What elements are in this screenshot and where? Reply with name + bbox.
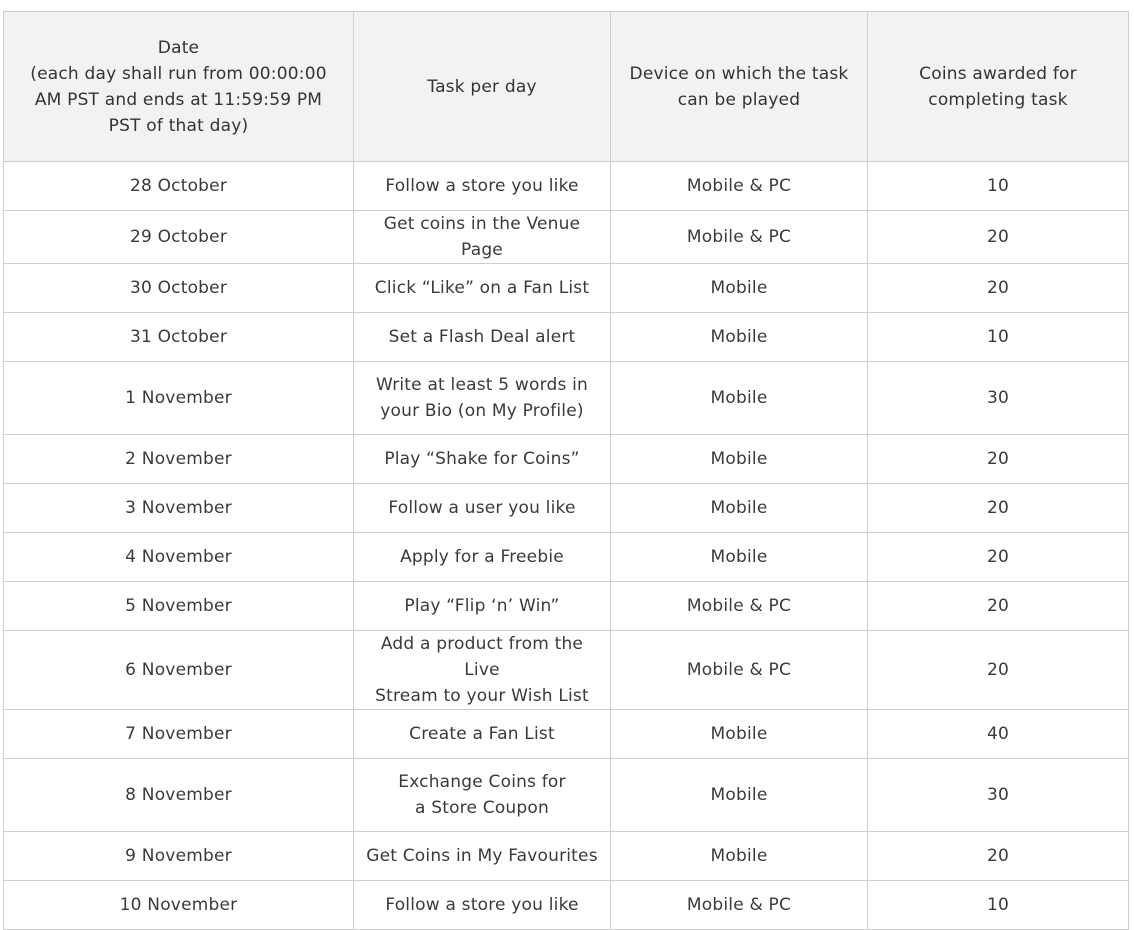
table-row (4, 710, 1129, 759)
task-cell: Set a Flash Deal alert (354, 313, 611, 362)
device-cell: Mobile (611, 362, 868, 435)
device-cell: Mobile (611, 533, 868, 582)
task-cell: Add a product from the Live Stream to your Wish List (354, 631, 611, 710)
date-cell: 6 November (4, 631, 354, 710)
table-row (4, 582, 1129, 631)
table-row (4, 533, 1129, 582)
coins-cell: 30 (868, 362, 1129, 435)
table-row (4, 435, 1129, 484)
task-cell: Write at least 5 words in your Bio (on My Profile) (354, 362, 611, 435)
table-row (4, 264, 1129, 313)
table-row (4, 631, 1129, 710)
table-row (4, 313, 1129, 362)
header-date: Date (each day shall run from 00:00:00 AM PST and ends at 11:59:59 PM PST of that day) (4, 12, 354, 162)
header-row (4, 12, 1129, 162)
device-cell: Mobile & PC (611, 582, 868, 631)
task-cell: Get coins in the Venue Page (354, 211, 611, 264)
coins-cell: 10 (868, 881, 1129, 930)
date-cell: 29 October (4, 211, 354, 264)
device-cell: Mobile & PC (611, 631, 868, 710)
table-row (4, 759, 1129, 832)
task-cell: Follow a user you like (354, 484, 611, 533)
task-cell: Play “Shake for Coins” (354, 435, 611, 484)
coins-cell: 20 (868, 533, 1129, 582)
device-cell: Mobile (611, 313, 868, 362)
device-cell: Mobile & PC (611, 881, 868, 930)
coins-cell: 10 (868, 162, 1129, 211)
task-cell: Get Coins in My Favourites (354, 832, 611, 881)
task-cell: Exchange Coins for a Store Coupon (354, 759, 611, 832)
task-cell: Play “Flip ‘n’ Win” (354, 582, 611, 631)
device-cell: Mobile (611, 759, 868, 832)
coins-cell: 20 (868, 211, 1129, 264)
task-cell: Create a Fan List (354, 710, 611, 759)
table-row (4, 832, 1129, 881)
table-row (4, 362, 1129, 435)
header-coins: Coins awarded for completing task (868, 12, 1129, 162)
header-device: Device on which the task can be played (611, 12, 868, 162)
table-row (4, 211, 1129, 264)
coins-cell: 20 (868, 832, 1129, 881)
date-cell: 31 October (4, 313, 354, 362)
date-cell: 3 November (4, 484, 354, 533)
coins-cell: 40 (868, 710, 1129, 759)
coins-cell: 10 (868, 313, 1129, 362)
coins-cell: 20 (868, 435, 1129, 484)
date-cell: 28 October (4, 162, 354, 211)
table-row (4, 484, 1129, 533)
table-row (4, 162, 1129, 211)
table-row (4, 881, 1129, 930)
date-cell: 30 October (4, 264, 354, 313)
date-cell: 8 November (4, 759, 354, 832)
coins-cell: 20 (868, 582, 1129, 631)
date-cell: 1 November (4, 362, 354, 435)
date-cell: 5 November (4, 582, 354, 631)
device-cell: Mobile (611, 435, 868, 484)
date-cell: 7 November (4, 710, 354, 759)
task-cell: Follow a store you like (354, 881, 611, 930)
device-cell: Mobile (611, 710, 868, 759)
coins-cell: 30 (868, 759, 1129, 832)
coins-cell: 20 (868, 264, 1129, 313)
date-cell: 9 November (4, 832, 354, 881)
task-cell: Follow a store you like (354, 162, 611, 211)
date-cell: 2 November (4, 435, 354, 484)
task-cell: Apply for a Freebie (354, 533, 611, 582)
date-cell: 10 November (4, 881, 354, 930)
task-schedule-table (3, 11, 1129, 930)
date-cell: 4 November (4, 533, 354, 582)
task-cell: Click “Like” on a Fan List (354, 264, 611, 313)
device-cell: Mobile & PC (611, 211, 868, 264)
device-cell: Mobile (611, 264, 868, 313)
device-cell: Mobile & PC (611, 162, 868, 211)
coins-cell: 20 (868, 484, 1129, 533)
device-cell: Mobile (611, 484, 868, 533)
header-task: Task per day (354, 12, 611, 162)
coins-cell: 20 (868, 631, 1129, 710)
device-cell: Mobile (611, 832, 868, 881)
